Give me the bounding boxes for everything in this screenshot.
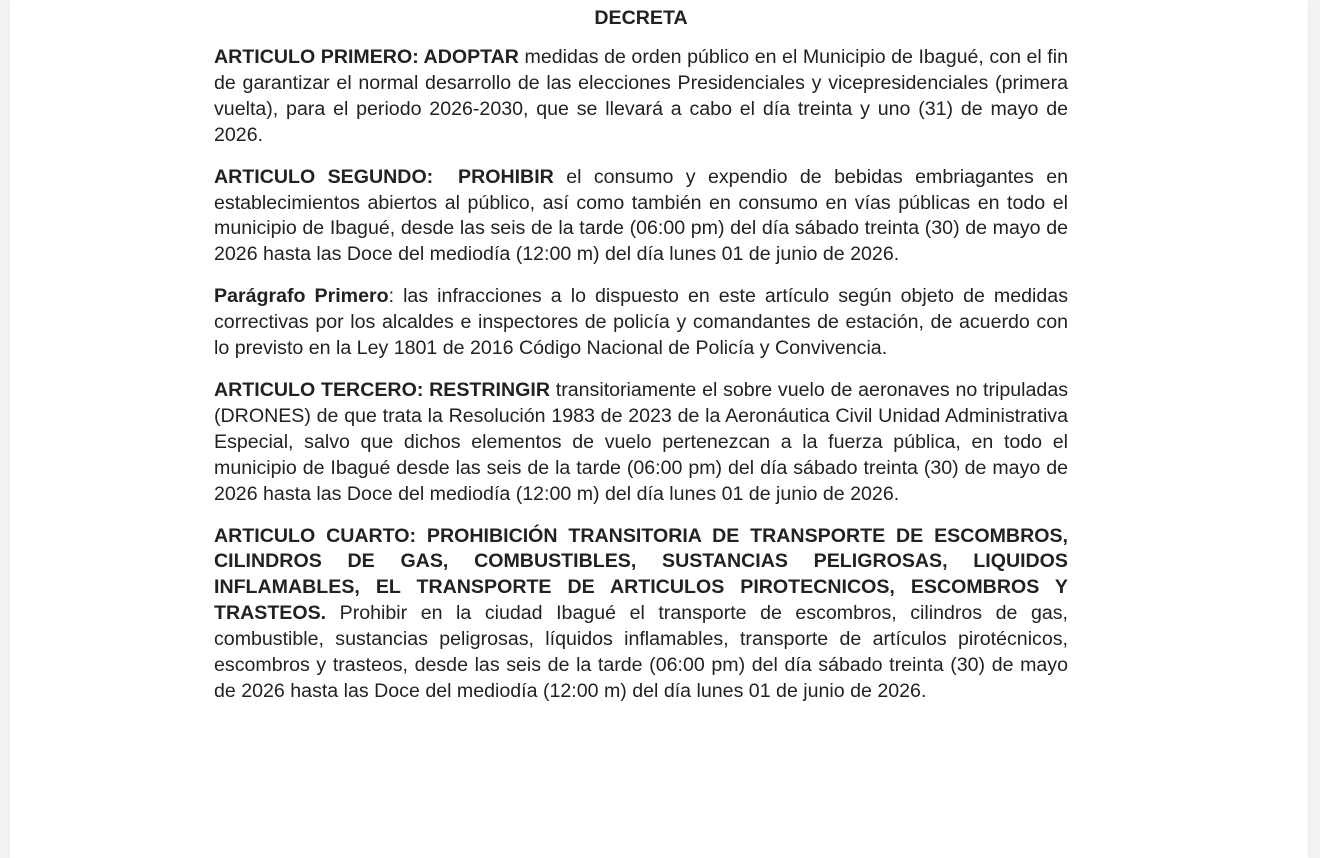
article-primero (214, 45, 1068, 149)
article-tercero (214, 378, 1068, 508)
article-heading: ARTICULO PRIMERO: ADOPTAR (214, 46, 519, 68)
paragraph-text: : las infracciones a lo dispuesto en este artículo según objeto de medidas correctivas por los alcaldes e inspectores de policía y comandantes de estación, de acuerdo con lo previsto en la Ley 1801 de 2016 Código Nacional de Policía y Convivencia. (214, 285, 1068, 360)
article-text: medidas de orden público en el Municipio de Ibagué, con el fin de garantizar el normal desarrollo de las elecciones Presidenciales y vicepresidenciales (primera vuelta), para el periodo 2026-2030, que se llevará a cabo el día treinta y uno (31) de mayo de 2026. (214, 46, 1068, 146)
article-heading: ARTICULO TERCERO: RESTRINGIR (214, 378, 550, 401)
article-text: Prohibir en la ciudad Ibagué el transporte de escombros, cilindros de gas, combustible, sustancias peligrosas, líquidos inflamables, transporte de artículos pirotécnicos, escombros y trasteos, desde las seis de la tarde (06:00 pm) del día sábado treinta (30) de mayo de 2026 hasta las Doce del mediodía (12:00 m) del día lunes 01 de junio de 2026. (214, 602, 1068, 702)
document-body (214, 6, 1068, 721)
article-segundo (214, 165, 1068, 269)
article-text: transitoriamente el sobre vuelo de aeronaves no tripuladas (DRONES) de que trata la Resolución 1983 de 2023 de la Aeronáutica Civil Unidad Administrativa Especial, salvo que dichos elementos de vuelo pertenezcan a la fuerza pública, en todo el municipio de Ibagué desde las seis de la tarde (06:00 pm) del día sábado treinta (30) de mayo de 2026 hasta las Doce del mediodía (12:00 m) del día lunes 01 de junio de 2026. (214, 378, 1069, 505)
article-heading: ARTICULO CUARTO: PROHIBICIÓN TRANSITORIA DE TRANSPORTE DE ESCOMBROS, CILINDROS DE GAS, COMBUSTIBLES, SUSTANCIAS PELIGROSAS, LIQUIDOS INFLAMABLES, EL TRANSPORTE DE ARTICULOS PIROTECNICOS, ESCOMBROS Y TRASTEOS. (214, 524, 1068, 625)
article-heading: ARTICULO SEGUNDO: PROHIBIR (214, 165, 554, 188)
document-page (10, 0, 1308, 858)
document-title: DECRETA (594, 7, 688, 29)
paragrafo-primero (214, 284, 1068, 362)
paragraph-heading: Parágrafo Primero (214, 285, 389, 308)
article-text: el consumo y expendio de bebidas embriagantes en establecimientos abiertos al público, así como también en consumo en vías públicas en todo el municipio de Ibagué, desde las seis de la tarde (06:00 pm) del día sábado treinta (30) de mayo de 2026 hasta las Doce del mediodía (12:00 m) del día lunes 01 de junio de 2026. (214, 165, 1069, 266)
article-cuarto (214, 524, 1068, 705)
